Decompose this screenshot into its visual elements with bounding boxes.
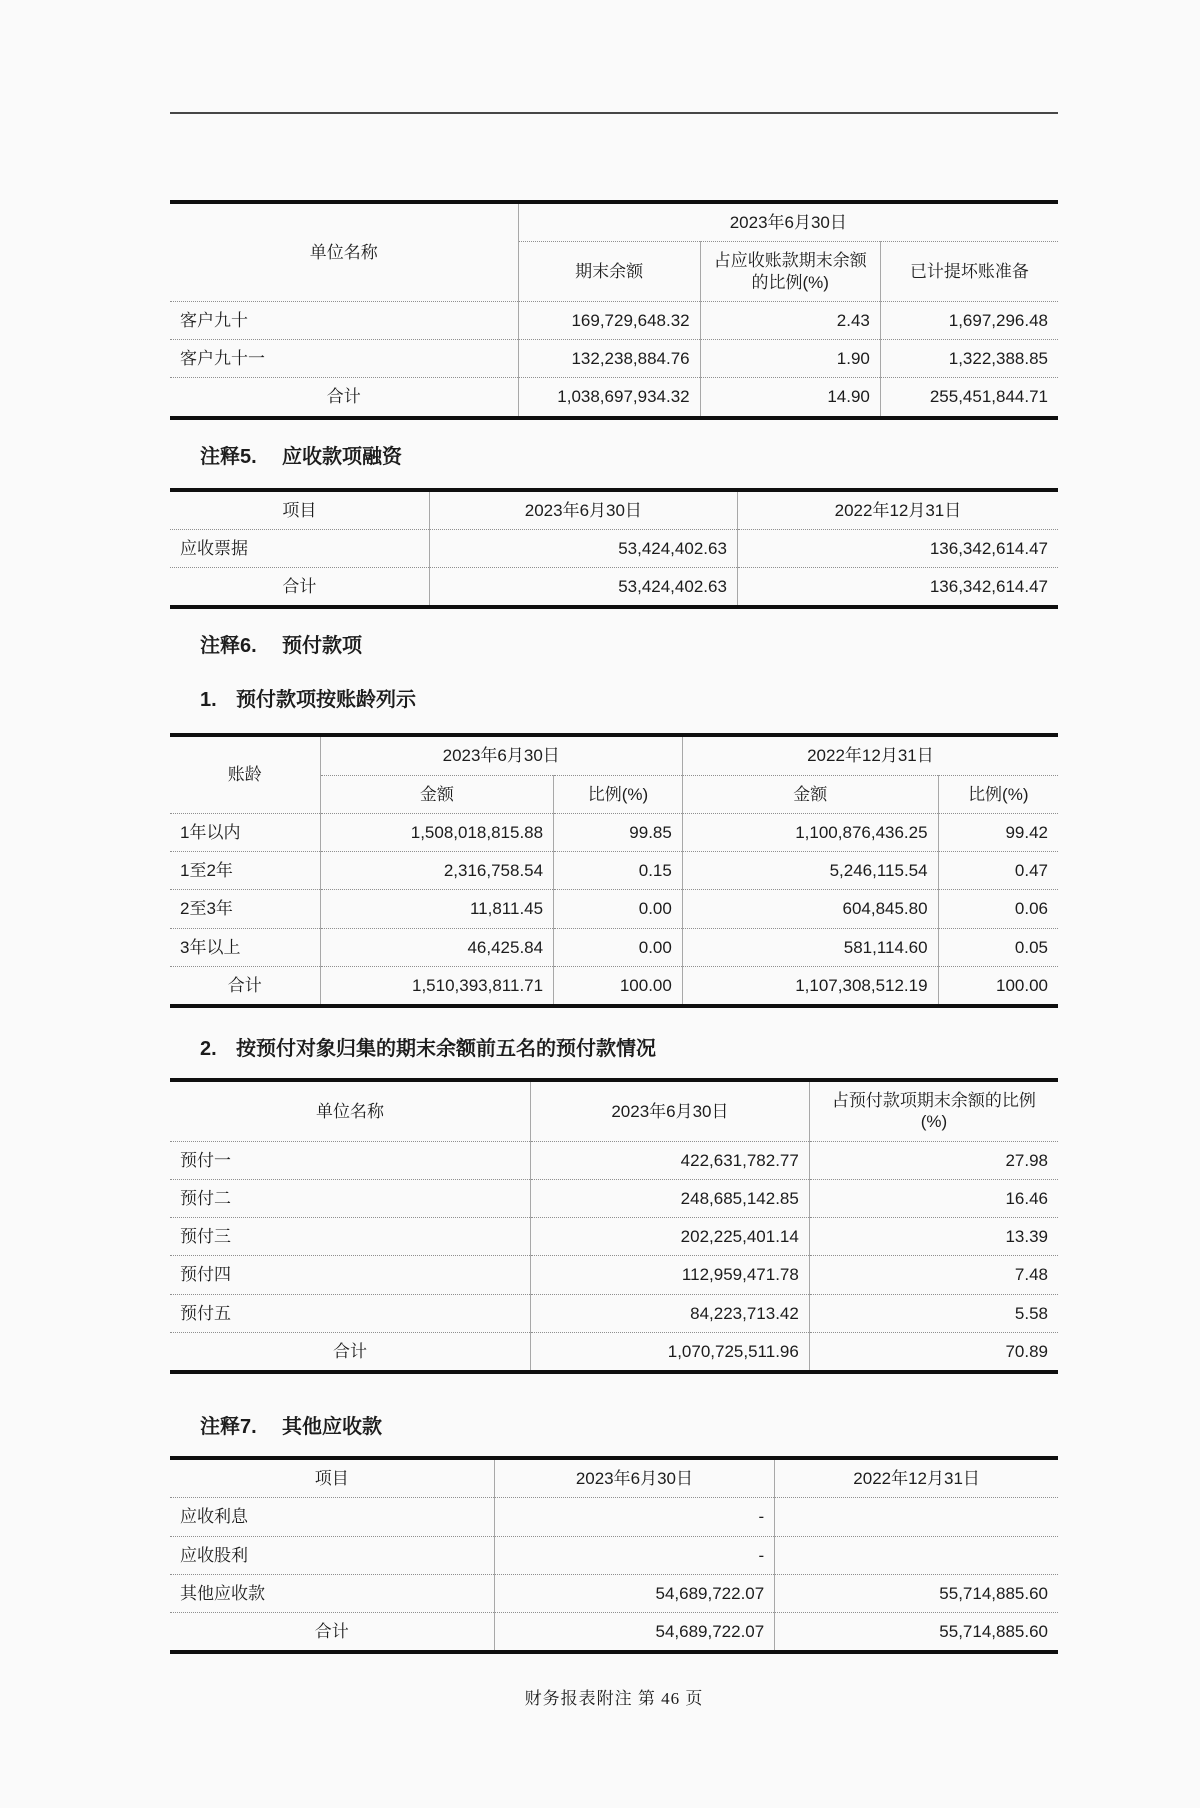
table-header-row [170, 1458, 1058, 1498]
row-label-cell: 应收利息 [170, 1498, 494, 1536]
section-number: 1. [200, 689, 217, 712]
amount-cell: 46,425.84 [320, 928, 554, 966]
amount-cell: 136,342,614.47 [737, 568, 1058, 608]
ratio-cell: 0.00 [554, 928, 683, 966]
amount-cell: - [494, 1498, 775, 1536]
ratio-cell: 14.90 [700, 378, 880, 418]
section-title-note6 [170, 633, 1058, 659]
total-label-cell: 合计 [170, 568, 429, 608]
amount-cell: 422,631,782.77 [531, 1141, 810, 1179]
ratio-cell: 100.00 [554, 966, 683, 1006]
table-header-row [170, 1080, 1058, 1141]
col-header-unit-name: 单位名称 [309, 242, 378, 262]
total-row [170, 378, 1058, 418]
amount-cell: 54,689,722.07 [494, 1574, 775, 1612]
ratio-cell: 70.89 [809, 1332, 1058, 1372]
table-row [170, 1141, 1058, 1179]
table-row [170, 1218, 1058, 1256]
total-row [170, 1332, 1058, 1372]
section-text: 应收款项融资 [282, 445, 402, 468]
col-header-ratio: 比例(%) [938, 775, 1058, 813]
amount-cell: 2,316,758.54 [320, 852, 554, 890]
table-row [170, 928, 1058, 966]
page-content [170, 112, 1058, 1709]
amount-cell: 1,510,393,811.71 [320, 966, 554, 1006]
section-number: 注释5. [200, 445, 257, 468]
col-header-item: 项目 [314, 1469, 349, 1488]
col-header-date-2023: 2023年6月30日 [531, 1080, 810, 1141]
ratio-cell: 27.98 [809, 1141, 1058, 1179]
amount-cell: 5,246,115.54 [682, 852, 938, 890]
financial-notes-page [0, 112, 1200, 1709]
section-number: 注释6. [200, 635, 257, 658]
section-text: 预付款项 [282, 635, 362, 658]
ratio-cell: 100.00 [938, 966, 1058, 1006]
section-number: 注释7. [200, 1416, 257, 1438]
col-header-date-2023: 2023年6月30日 [494, 1458, 775, 1498]
row-label-cell: 预付四 [170, 1256, 531, 1294]
col-header-ending-balance: 期末余额 [518, 242, 700, 302]
ratio-cell: 0.47 [938, 852, 1058, 890]
table-row [170, 340, 1058, 378]
table-row [170, 1574, 1058, 1612]
table-row [170, 852, 1058, 890]
col-header-ratio: 比例(%) [554, 775, 683, 813]
total-row [170, 966, 1058, 1006]
table-top-customers [170, 200, 1058, 420]
row-label-cell: 预付二 [170, 1179, 531, 1217]
col-header-date-2023: 2023年6月30日 [518, 202, 1058, 242]
amount-cell: 1,322,388.85 [880, 340, 1058, 378]
row-label-cell: 预付五 [170, 1294, 531, 1332]
col-header-ratio: 占应收账款期末余额的比例(%) [700, 242, 880, 302]
ratio-cell: 16.46 [809, 1179, 1058, 1217]
amount-cell: 112,959,471.78 [531, 1256, 810, 1294]
table-header-row [170, 202, 1058, 242]
total-row [170, 568, 1058, 608]
ratio-cell: 13.39 [809, 1218, 1058, 1256]
col-header-ratio: 占预付款项期末余额的比例(%) [809, 1080, 1058, 1141]
total-label-cell: 合计 [170, 1332, 531, 1372]
amount-cell: 169,729,648.32 [518, 301, 700, 339]
ratio-cell: 0.15 [554, 852, 683, 890]
page-footer: 财务报表附注 第 46 页 [524, 1689, 704, 1709]
amount-cell: 55,714,885.60 [775, 1574, 1058, 1612]
row-label-cell: 1至2年 [170, 852, 320, 890]
section-number: 2. [200, 1038, 217, 1060]
table-prepayment-top5 [170, 1078, 1058, 1374]
page-header-rule [170, 112, 1058, 114]
col-header-date-2022: 2022年12月31日 [682, 735, 1058, 775]
amount-cell: 1,508,018,815.88 [320, 813, 554, 851]
section-text: 预付款项按账龄列示 [236, 689, 416, 712]
total-label-cell: 合计 [170, 966, 320, 1006]
amount-cell: - [494, 1536, 775, 1574]
amount-cell: 248,685,142.85 [531, 1179, 810, 1217]
row-label-cell: 2至3年 [170, 890, 320, 928]
amount-cell: 1,038,697,934.32 [518, 378, 700, 418]
table-receivables-financing [170, 488, 1058, 610]
ratio-cell: 99.42 [938, 813, 1058, 851]
table-other-receivables [170, 1456, 1058, 1654]
table-row [170, 1179, 1058, 1217]
row-label-cell: 应收票据 [170, 529, 429, 567]
table-header-row [170, 490, 1058, 530]
row-label-cell: 3年以上 [170, 928, 320, 966]
table-row [170, 301, 1058, 339]
amount-cell: 255,451,844.71 [880, 378, 1058, 418]
amount-cell: 136,342,614.47 [737, 529, 1058, 567]
col-header-date-2022: 2022年12月31日 [775, 1458, 1058, 1498]
amount-cell [775, 1536, 1058, 1574]
amount-cell: 1,070,725,511.96 [531, 1332, 810, 1372]
amount-cell: 55,714,885.60 [775, 1613, 1058, 1653]
ratio-cell: 1.90 [700, 340, 880, 378]
row-label-cell: 1年以内 [170, 813, 320, 851]
table-row [170, 1256, 1058, 1294]
table-row [170, 529, 1058, 567]
amount-cell: 202,225,401.14 [531, 1218, 810, 1256]
amount-cell: 1,100,876,436.25 [682, 813, 938, 851]
amount-cell: 84,223,713.42 [531, 1294, 810, 1332]
col-header-unit-name: 单位名称 [316, 1101, 384, 1121]
amount-cell: 604,845.80 [682, 890, 938, 928]
table-row [170, 1294, 1058, 1332]
ratio-cell: 99.85 [554, 813, 683, 851]
table-row [170, 890, 1058, 928]
amount-cell: 54,689,722.07 [494, 1613, 775, 1653]
col-header-amount: 金额 [682, 775, 938, 813]
amount-cell: 581,114.60 [682, 928, 938, 966]
col-header-amount: 金额 [320, 775, 554, 813]
row-label-cell: 应收股利 [170, 1536, 494, 1574]
amount-cell: 1,697,296.48 [880, 301, 1058, 339]
col-header-date-2022: 2022年12月31日 [737, 490, 1058, 530]
amount-cell: 53,424,402.63 [429, 568, 737, 608]
ratio-cell: 7.48 [809, 1256, 1058, 1294]
row-label-cell: 预付三 [170, 1218, 531, 1256]
ratio-cell: 0.05 [938, 928, 1058, 966]
col-header-date-2023: 2023年6月30日 [429, 490, 737, 530]
section-text: 其他应收款 [282, 1416, 382, 1438]
table-row [170, 1536, 1058, 1574]
row-label-cell: 其他应收款 [170, 1574, 494, 1612]
ratio-cell: 0.06 [938, 890, 1058, 928]
section-title-item1 [170, 687, 1058, 713]
ratio-cell: 0.00 [554, 890, 683, 928]
section-title-item2 [170, 1036, 1058, 1062]
total-row [170, 1613, 1058, 1653]
ratio-cell: 2.43 [700, 301, 880, 339]
col-header-bad-debt-provision: 已计提坏账准备 [880, 242, 1058, 302]
ratio-cell: 5.58 [809, 1294, 1058, 1332]
total-label-cell: 合计 [170, 1613, 494, 1653]
table-header-row [170, 735, 1058, 775]
col-header-aging: 账龄 [227, 765, 262, 785]
total-label-cell: 合计 [170, 378, 518, 418]
row-label-cell: 预付一 [170, 1141, 531, 1179]
section-title-note5 [170, 444, 1058, 470]
table-prepayment-aging [170, 733, 1058, 1008]
section-title-note7 [170, 1414, 1058, 1440]
amount-cell: 11,811.45 [320, 890, 554, 928]
col-header-date-2023: 2023年6月30日 [320, 735, 682, 775]
amount-cell: 1,107,308,512.19 [682, 966, 938, 1006]
table-row [170, 1498, 1058, 1536]
amount-cell [775, 1498, 1058, 1536]
table-row [170, 813, 1058, 851]
section-text: 按预付对象归集的期末余额前五名的预付款情况 [236, 1038, 656, 1060]
amount-cell: 53,424,402.63 [429, 529, 737, 567]
col-header-item: 项目 [282, 500, 317, 520]
row-label-cell: 客户九十 [170, 301, 518, 339]
amount-cell: 132,238,884.76 [518, 340, 700, 378]
row-label-cell: 客户九十一 [170, 340, 518, 378]
